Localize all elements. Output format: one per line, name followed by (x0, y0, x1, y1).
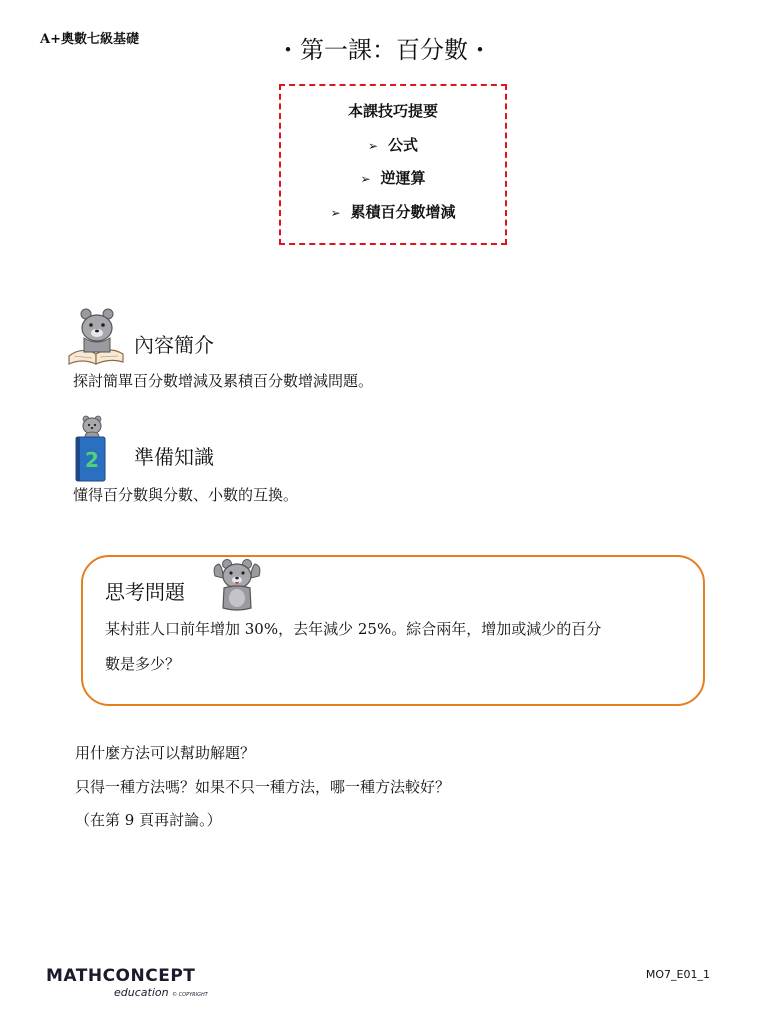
problem-line-2: 數是多少？ (105, 655, 181, 673)
tip-item: ➢ 公式 (367, 136, 419, 154)
arrowhead-bullet-icon: ➢ (367, 139, 379, 153)
bear-thinking-icon (209, 558, 265, 618)
problem-line-1: 某村莊人口前年增加 30%，去年減少 25%。綜合兩年，增加或減少的百分 (105, 620, 602, 638)
logo-sub-text: education (114, 986, 169, 999)
arrowhead-bullet-icon: ➢ (360, 172, 371, 186)
prereq-title: 準備知識 (134, 445, 214, 469)
question-2: 只得一種方法嗎？如果不只一種方法，哪一種方法較好？ (75, 778, 451, 796)
logo-main-text: MATHCONCEPT (46, 966, 196, 986)
tip-item: ➢ 累積百分數增減 (330, 203, 456, 221)
tips-heading: 本課技巧提要 (347, 102, 438, 120)
question-1: 用什麼方法可以幫助解題？ (75, 744, 256, 762)
problem-title: 思考問題 (105, 580, 185, 604)
tips-box (279, 84, 507, 245)
series-label: A+奧數七級基礎 (40, 32, 139, 47)
lesson-title: ・第一課：百分數・ (276, 36, 492, 64)
logo-copyright: © COPYRIGHT (172, 992, 208, 998)
bear-on-book-icon (74, 415, 108, 487)
prereq-text: 懂得百分數與分數、小數的互換。 (73, 486, 299, 504)
question-3: （在第 9 頁再討論。） (75, 811, 222, 829)
intro-text: 探討簡單百分數增減及累積百分數增減問題。 (73, 372, 374, 390)
page-code: MO7_E01_1 (645, 968, 710, 981)
svg-text:2: 2 (85, 448, 99, 472)
bear-reading-book-icon (66, 308, 128, 370)
arrowhead-bullet-icon: ➢ (330, 206, 341, 220)
mathconcept-logo (46, 966, 208, 999)
tip-item: ➢ 逆運算 (360, 169, 426, 187)
intro-title: 內容簡介 (134, 333, 214, 357)
